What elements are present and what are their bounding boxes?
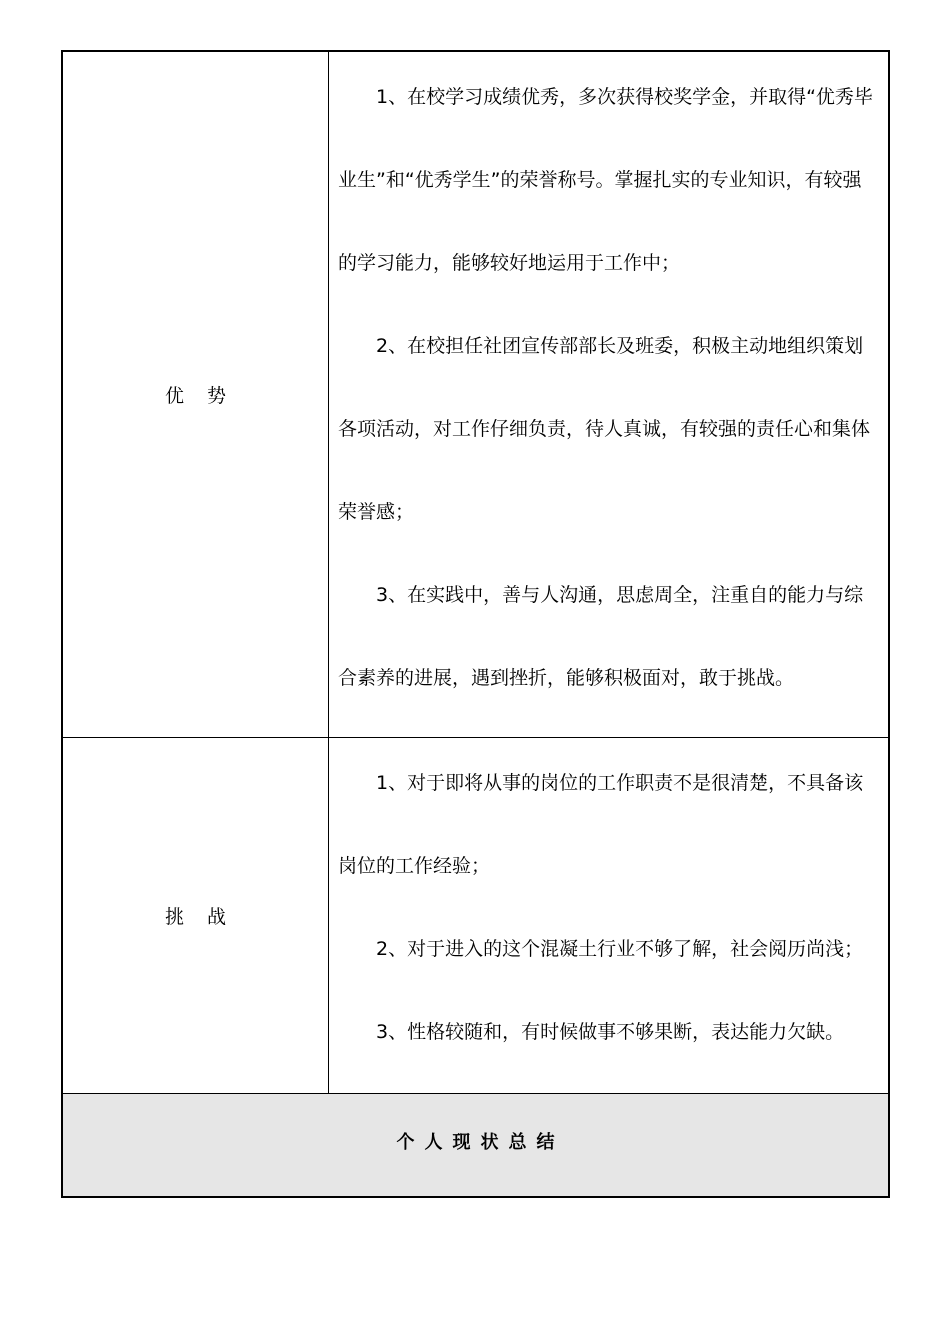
advantage-item-1: 1、在校学习成绩优秀，多次获得校奖学金，并取得“优秀毕业生”和“优秀学生”的荣誉称号。掌握扎实的专业知识，有较强的学习能力，能够较好地运用于工作中；	[338, 86, 873, 274]
row-label-cell	[63, 52, 329, 737]
advantage-item-3: 3、在实践中，善与人沟通，思虑周全，注重自的能力与综合素养的进展，遇到挫折，能够积极面对，敢于挑战。	[338, 584, 864, 689]
summary-title: 个人现状总结	[396, 1132, 565, 1153]
challenge-item-3: 3、性格较随和，有时候做事不够果断，表达能力欠缺。	[376, 1021, 845, 1043]
row-label-advantages: 优势	[164, 385, 249, 407]
row-content-cell	[329, 738, 888, 1093]
challenge-item-1: 1、对于即将从事的岗位的工作职责不是很清楚，不具备该岗位的工作经验；	[338, 772, 864, 877]
table-row-advantages	[63, 52, 888, 738]
table-row-challenges	[63, 738, 888, 1094]
row-content-cell	[329, 52, 888, 737]
document-table	[61, 50, 890, 1198]
row-label-challenges: 挑战	[164, 906, 249, 928]
summary-header-row	[63, 1094, 888, 1196]
row-label-cell	[63, 738, 329, 1093]
advantage-item-2: 2、在校担任社团宣传部部长及班委，积极主动地组织策划各项活动，对工作仔细负责，待人真诚，有较强的责任心和集体荣誉感；	[338, 335, 871, 523]
challenge-item-2: 2、对于进入的这个混凝土行业不够了解，社会阅历尚浅；	[376, 938, 864, 960]
